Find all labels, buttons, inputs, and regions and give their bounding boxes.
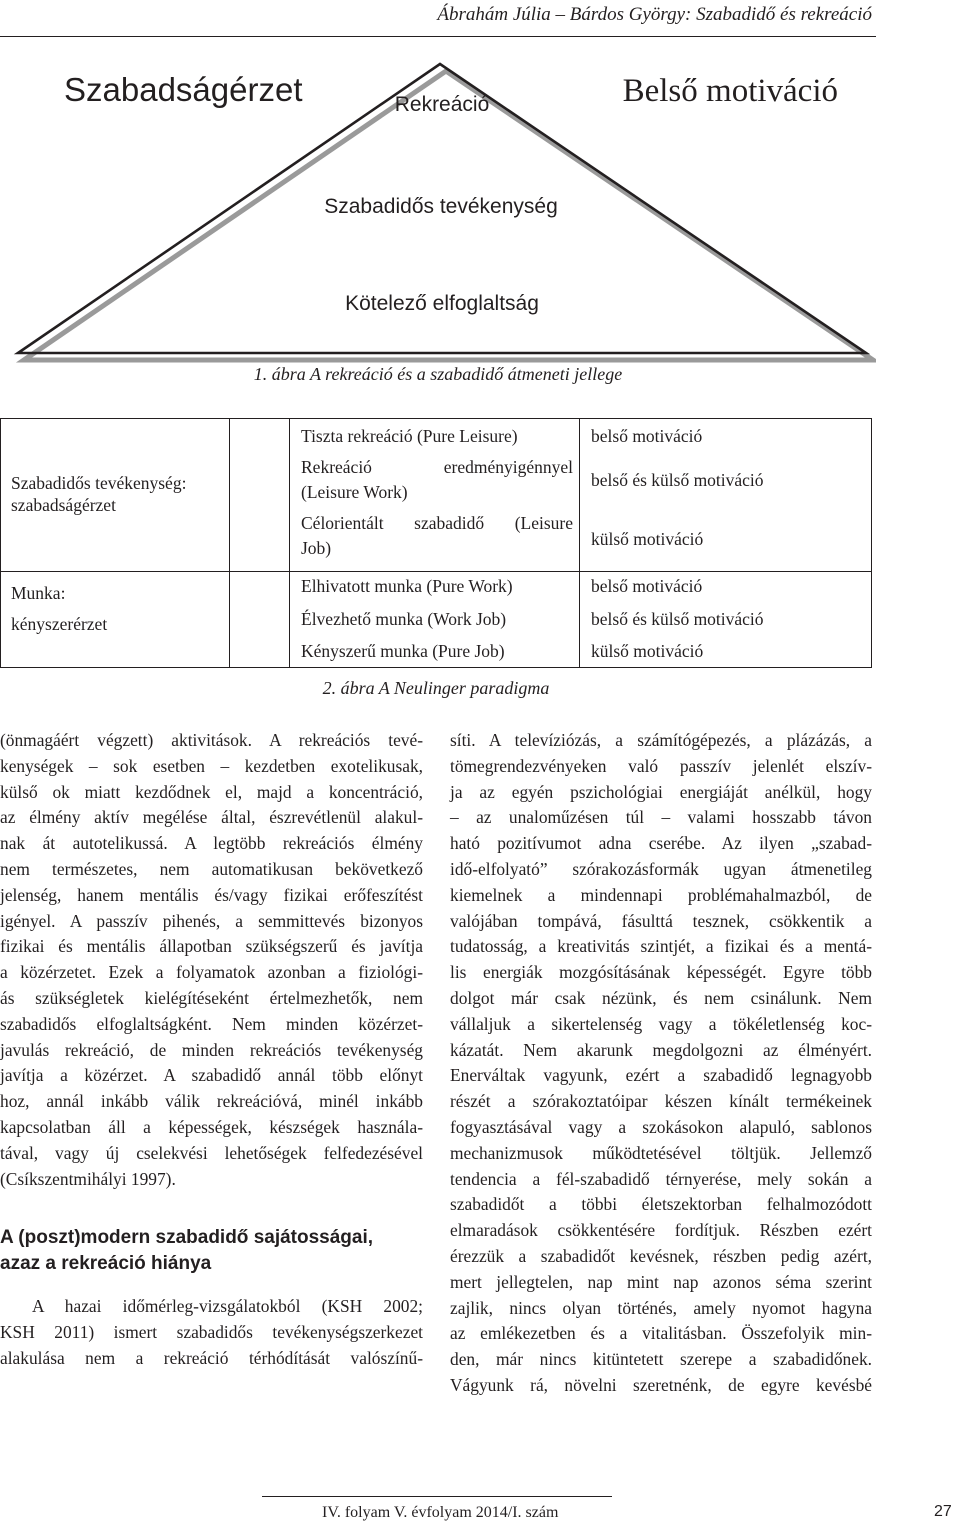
neulinger-table	[0, 418, 872, 668]
table-row-type-cont: (Leisure Work)	[301, 482, 408, 502]
level-recreation: Rekreáció	[394, 93, 490, 116]
body-text-line: érezzük a szabadidőt kevésnek, részben pedig azért,	[450, 1245, 872, 1266]
body-left-column	[0, 728, 423, 1372]
header-rule	[0, 36, 876, 37]
body-text-line: hoz, annál inkább válik rekreációvá, minél inkább	[0, 1091, 423, 1112]
table-row-motivation: külső motiváció	[591, 641, 704, 661]
body-text-line: kapcsolatban áll a képességek, készségek használa-	[0, 1116, 423, 1137]
body-text-line: jelenség, hanem mentális és/vagy fizikai erőfeszítést	[0, 884, 423, 905]
left-paragraph-2	[0, 1294, 423, 1371]
level-leisure-activity: Szabadidős tevékenység	[324, 195, 558, 218]
body-text-line: idő-elfolyató” szórakozásformák ugyan átmenetileg	[450, 858, 872, 879]
body-text-line: igényel. A passzív pihenés, a semmittevés bizonyos	[0, 910, 423, 931]
body-text-line: – az unaloműzésen túl – valami hosszabb távon	[450, 807, 872, 828]
body-text-line: a közérzetet. Ezek a folyamatok azonban a fiziológi-	[0, 962, 423, 983]
left-paragraph	[0, 728, 423, 1192]
section-heading-line2: azaz a rekreáció hiánya	[0, 1253, 212, 1275]
body-text-line: A hazai időmérleg-vizsgálatokból (KSH 2002;	[32, 1296, 423, 1317]
table-row-motivation: külső motiváció	[591, 529, 704, 549]
body-text-line: dolgot már csak nézünk, és nem csinálunk. Nem	[450, 987, 872, 1008]
page-number: 27	[934, 1503, 952, 1520]
figure-1-pyramid	[0, 40, 876, 370]
body-text-line: részét a szórakoztatóipar készen kínált termékeinek	[450, 1091, 872, 1112]
body-text-line: ható pozitívumot adna cserébe. Az ilyen „szabad-	[450, 833, 872, 854]
body-text-line: mert jellegtelen, nap mint nap azonos séma szerint	[450, 1271, 872, 1292]
body-text-line: javítja a közérzet. A szabadidő annál több előnyt	[0, 1065, 423, 1086]
body-text-line: külső ok miatt kezdődnek el, majd a koncentráció,	[0, 781, 423, 802]
body-text-line: Enerváltak vagyunk, ezért a szabadidő legnagyobb	[450, 1065, 872, 1086]
table-row-motivation: belső motiváció	[591, 576, 703, 596]
table-row-type-cont: Job)	[301, 538, 332, 558]
body-text-line: tával, vagy új cselekvési lehetőségek felfedezésével	[0, 1142, 423, 1163]
figure-1-caption: 1. ábra A rekreáció és a szabadidő átmeneti jellege	[253, 364, 623, 384]
body-text-line: szabadidős elfoglaltságként. Nem minden közérzet-	[0, 1013, 423, 1034]
group-leisure-line2: szabadságérzet	[11, 495, 116, 515]
table-column-divider	[579, 419, 580, 667]
left-label-freedom: Szabadságérzet	[64, 71, 303, 108]
table-row-motivation: belső és külső motiváció	[591, 470, 764, 490]
table-row-type: Rekreáció eredményigénnyel	[301, 457, 573, 477]
group-work-label	[11, 583, 227, 634]
body-text-line: alakulása nem a rekreáció térhódítását valószínű-	[0, 1347, 423, 1368]
table-row-type: Élvezhető munka (Work Job)	[301, 609, 507, 629]
body-text-line: síti. A televíziózás, a számítógépezés, a plázázás, a	[450, 730, 872, 750]
body-text-line: kenységek – sok esetben – kezdetben exotelikusak,	[0, 755, 423, 776]
footer-issue: IV. folyam V. évfolyam 2014/I. szám	[322, 1504, 559, 1521]
body-text-line: kázatát. Nem akarunk megdolgozni az élményért.	[450, 1039, 872, 1060]
body-text-line: mechanizmusok működtetésével töltjük. Jellemző	[450, 1142, 872, 1163]
body-text-line: (önmagáért végzett) aktivitások. A rekreációs tevé-	[0, 730, 423, 750]
body-text-line: szabadidőt a többi életszektorban felhalmozódott	[450, 1194, 872, 1215]
level-obligatory: Kötelező elfoglaltság	[345, 292, 539, 315]
running-header: Ábrahám Júlia – Bárdos György: Szabadidő és rekreáció	[437, 4, 872, 25]
body-text-line: Vágyunk rá, növelni szeretnénk, de egyre kevésbé	[450, 1374, 872, 1395]
body-text-line: den, már nincs kitüntetett szerepe a szabadidőnek.	[450, 1349, 872, 1370]
table-column-divider	[229, 419, 230, 667]
table-row-type: Elhivatott munka (Pure Work)	[301, 576, 513, 596]
right-label-motivation: Belső motiváció	[622, 73, 838, 109]
body-text-line: az emlékezetben és a vitalitásban. Összefolyik min-	[450, 1323, 872, 1344]
body-right-column	[450, 728, 872, 1399]
body-text-line: nem természetes, nem automatikusan bekövetkező	[0, 858, 423, 879]
figure-2-caption: 2. ábra A Neulinger paradigma	[322, 678, 550, 698]
body-text-line: tudatosság, a kreativitás szintjét, a fizikai és a mentá-	[450, 936, 872, 957]
body-text-line: fizikai és mentális állapotban szükségszerű és javítja	[0, 936, 423, 957]
group-leisure-line1: Szabadidős tevékenység:	[11, 473, 187, 493]
table-row-type: Tiszta rekreáció (Pure Leisure)	[301, 426, 518, 446]
table-column-divider	[289, 419, 290, 667]
section-heading	[0, 1225, 423, 1277]
body-text-line: kiemelnek a mindennapi problémahalmazból, de	[450, 884, 872, 905]
body-text-line: valójában tompává, fásulttá tesznek, csökkentik a	[450, 910, 872, 931]
body-text-line: elmaradások csökkentésére fordítjuk. Részben ezért	[450, 1220, 872, 1241]
table-row-type: Célorientált szabadidő (Leisure	[301, 513, 573, 533]
footer-rule	[262, 1496, 612, 1497]
body-text-line: az élmény aktív megélése által, észrevétlenül alakul-	[0, 807, 423, 828]
body-text-line: tömegrendezvényeken való passzív jelenlét elszív-	[450, 755, 872, 776]
body-text-line: vállaljuk a sikertelenség vagy a tökéletlenség koc-	[450, 1013, 872, 1034]
right-paragraph	[450, 728, 872, 1399]
body-text-line: javulás rekreáció, de minden rekreációs tevékenység	[0, 1039, 423, 1060]
body-text-line: ja az egyén pszichológiai energiáját anélkül, hogy	[450, 781, 872, 802]
body-text-line: nak át autotelikussá. A legtöbb rekreációs élmény	[0, 833, 423, 854]
body-text-line: lis energiák mozgósításának képességét. Egyre több	[450, 962, 872, 983]
body-text-line: (Csíkszentmihályi 1997).	[0, 1168, 176, 1189]
group-work-line2: kényszerérzet	[11, 614, 108, 634]
section-heading-line1: A (poszt)modern szabadidő sajátosságai,	[0, 1227, 374, 1249]
table-group-divider	[1, 571, 871, 572]
body-text-line: ás szükségletek kielégítéseként értelmezhetők, nem	[0, 987, 423, 1008]
group-leisure-label	[11, 473, 227, 515]
group-work-line1: Munka:	[11, 583, 66, 603]
table-row-motivation: belső motiváció	[591, 426, 703, 446]
body-text-line: zajlik, nincs olyan történés, amely nyomot hagyna	[450, 1297, 872, 1318]
body-text-line: KSH 2011) ismert szabadidős tevékenységszerkezet	[0, 1322, 423, 1343]
body-text-line: fogyasztásával vagy a szokásokon alapuló, sablonos	[450, 1116, 872, 1137]
table-row-type: Kényszerű munka (Pure Job)	[301, 641, 505, 661]
body-text-line: tendencia a fél-szabadidő térnyerése, mely sokán a	[450, 1168, 872, 1189]
table-row-motivation: belső és külső motiváció	[591, 609, 764, 629]
